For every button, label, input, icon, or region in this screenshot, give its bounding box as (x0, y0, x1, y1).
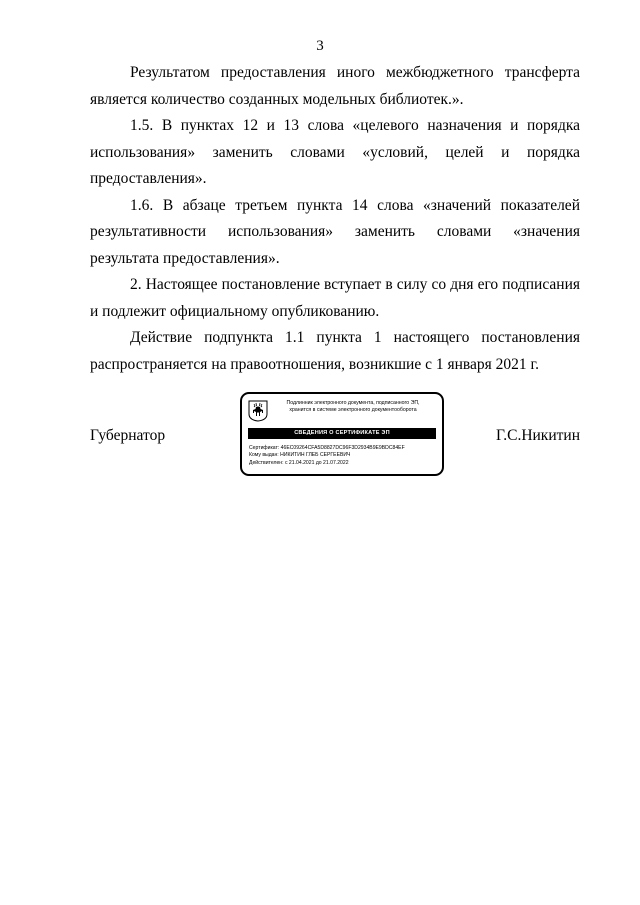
signature-block (90, 392, 580, 482)
paragraph-result: Результатом предоставления иного межбюджетного трансферта является количество созданных модельных библиотек.». (90, 64, 580, 108)
paragraph-2: 2. Настоящее постановление вступает в силу со дня его подписания и подлежит официальному опубликованию. (90, 276, 580, 320)
page-number: 3 (316, 38, 324, 54)
document-body (90, 60, 580, 378)
signatory-name: Г.С.Никитин (496, 427, 580, 444)
stamp-note-line: хранится в системе электронного документооборота (289, 407, 417, 413)
certificate-validity: Действителен: с 21.04.2021 до 21.07.2022 (249, 459, 349, 466)
stamp-note-line: Подлинник электронного документа, подписанного ЭП, (286, 400, 420, 406)
electronic-signature-stamp (240, 392, 444, 476)
stamp-banner: СВЕДЕНИЯ О СЕРТИФИКАТЕ ЭП (248, 428, 436, 439)
certificate-details (249, 445, 436, 467)
paragraph-1-5: 1.5. В пунктах 12 и 13 слова «целевого назначения и порядка использования» заменить словами «условий, целей и порядка предоставления». (90, 117, 580, 187)
paragraph-effect: Действие подпункта 1.1 пункта 1 настоящего постановления распространяется на правоотношения, возникшие с 1 января 2021 г. (90, 329, 580, 373)
certificate-owner: Кому выдан: НИКИТИН ГЛЕБ СЕРГЕЕВИЧ (249, 452, 351, 459)
certificate-number: Сертификат: 46EC09264CFA5D8827DC96F3D2934B9E9BDC84EF (249, 445, 405, 451)
stamp-note (270, 400, 436, 414)
paragraph-1-6: 1.6. В абзаце третьем пункта 14 слова «значений показателей результативности использования» заменить словами «значения результата предоставления». (90, 196, 580, 267)
signatory-title: Губернатор (90, 427, 166, 444)
deer-emblem-icon (248, 400, 268, 422)
